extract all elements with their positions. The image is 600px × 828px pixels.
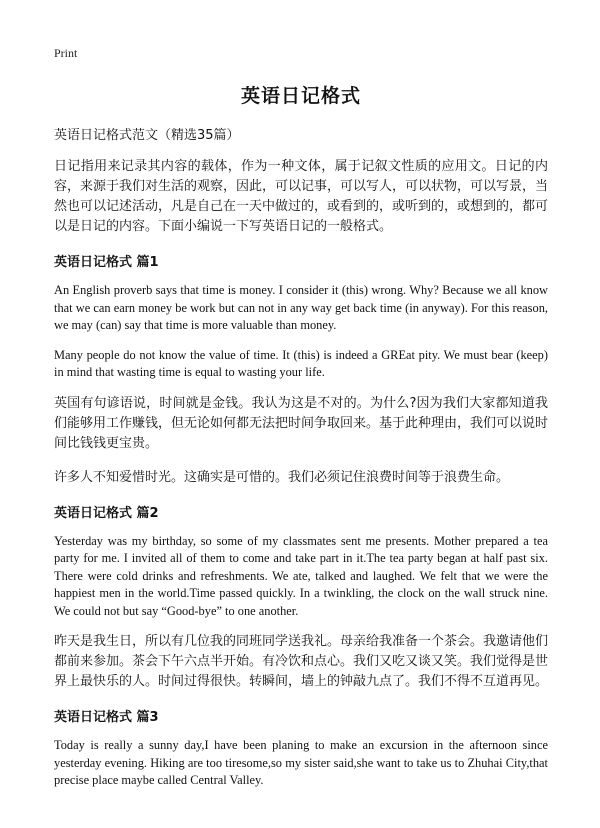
paragraph: 昨天是我生日，所以有几位我的同班同学送我礼。母亲给我准备一个茶会。我邀请他们都前来参加。茶会下午六点半开始。有冷饮和点心。我们又吃又谈又笑。我们觉得是世界上最快乐的人。时间过得很快。转瞬间，墙上的钟敲九点了。我们不得不互道再见。: [54, 634, 549, 689]
section-heading: 英语日记格式 篇3: [54, 710, 159, 725]
paragraph: 英国有句谚语说，时间就是金钱。我认为这是不对的。为什么?因为我们大家都知道我们能够用工作赚钱，但无论如何都无法把时间争取回来。基于此种理由，我们可以说时间比钱钱更宝贵。: [54, 395, 549, 451]
page-title: 英语日记格式: [240, 85, 361, 107]
page-subtitle: 英语日记格式范文（精选35篇）: [54, 128, 240, 143]
paragraph: Today is really a sunny day,I have been planing to make an excursion in the afternoon since yesterday evening. Hiking are too tiresome,so my sister said,she want to take us to Zhuhai City,that precise place maybe called Central Valley.: [54, 738, 548, 787]
paragraph: An English proverb says that time is money. I consider it (this) wrong. Why? Because we all know that we can earn money be work but can not in any way get back time (in anyway). For this reason, we may (can) say that time is more valuable than money.: [54, 283, 548, 332]
paragraph: Yesterday was my birthday, so some of my classmates sent me presents. Mother prepared a tea party for me. I invited all of them to come and take part in it.The tea party began at half past six. There were cold drinks and refreshments. We ate, talked and laughed. We felt that we were the happiest men in the world.Time passed quickly. In a twinkling, the clock on the wall struck nine. We could not but say “Good-bye” to one another.: [54, 533, 548, 618]
paragraph: 许多人不知爱惜时光。这确实是可惜的。我们必须记住浪费时间等于浪费生命。: [54, 469, 510, 485]
section-heading: 英语日记格式 篇1: [54, 255, 159, 270]
paragraph: Many people do not know the value of time. It (this) is indeed a GREat pity. We must bear (keep) in mind that wasting time is equal to wasting your life.: [54, 347, 548, 379]
intro-paragraph: 日记指用来记录其内容的载体，作为一种文体，属于记叙文性质的应用文。日记的内容，来源于我们对生活的观察，因此，可以记事，可以写人，可以状物，可以写景，当然也可以记述活动，凡是自己在一天中做过的，或看到的，或听到的，或想到的，都可以是日记的内容。下面小编说一下写英语日记的一般格式。: [54, 159, 549, 234]
print-link[interactable]: Print: [54, 46, 78, 60]
section-heading: 英语日记格式 篇2: [54, 505, 159, 521]
